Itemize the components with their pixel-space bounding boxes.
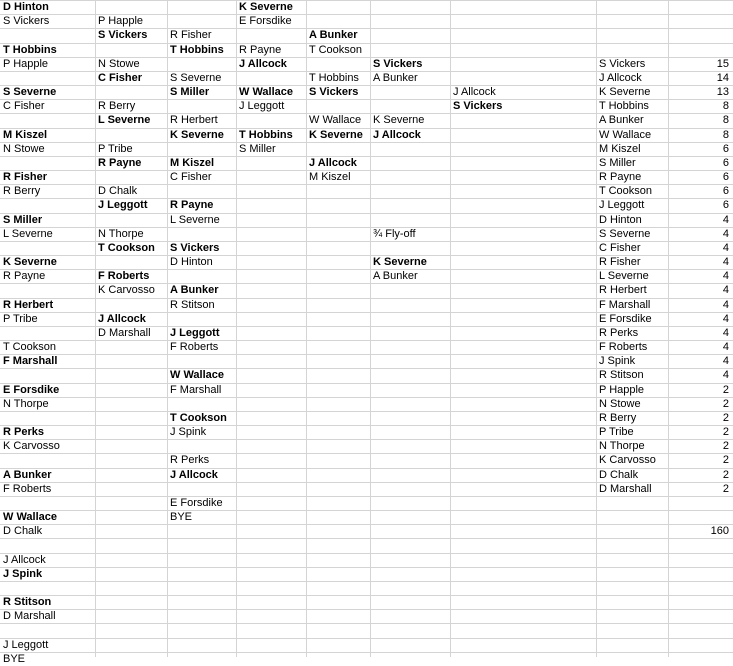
round-1-player-cell: K Severne — [3, 256, 57, 269]
round-4-player-cell: K Severne — [239, 1, 293, 13]
standings-name-cell: R Berry — [599, 411, 637, 424]
standings-name-cell: D Hinton — [599, 213, 642, 226]
round-1-player-cell: R Herbert — [3, 298, 54, 311]
standings-name-cell: K Severne — [599, 86, 651, 99]
round-2-player-cell: L Severne — [98, 114, 151, 127]
round-6-player-cell: K Severne — [373, 256, 427, 269]
standings-name-cell: T Cookson — [599, 185, 652, 198]
standings-score-cell: 4 — [722, 270, 729, 283]
round-1-player-cell: R Fisher — [3, 171, 48, 184]
final-player-cell: J Allcock — [453, 86, 496, 99]
round-3-player-cell: R Perks — [170, 454, 210, 467]
standings-score-cell: 2 — [722, 468, 729, 481]
round-1-player-cell: R Berry — [3, 185, 41, 198]
round-5-player-cell: J Allcock — [309, 156, 357, 169]
standings-score-cell: 4 — [722, 326, 729, 339]
round-4-player-cell: S Miller — [239, 142, 276, 155]
standings-name-cell: S Miller — [599, 156, 636, 169]
round-1-player-cell: J Leggott — [3, 638, 49, 651]
round-5-player-cell: A Bunker — [309, 29, 358, 42]
round-3-player-cell: K Severne — [170, 128, 224, 141]
round-2-player-cell: D Chalk — [98, 185, 138, 198]
round-5-player-cell: K Severne — [309, 128, 363, 141]
round-1-player-cell: F Marshall — [3, 355, 58, 368]
standings-name-cell: F Roberts — [599, 341, 648, 354]
standings-score-cell: 8 — [722, 100, 729, 113]
round-3-player-cell: S Severne — [170, 71, 222, 84]
standings-score-cell: 6 — [722, 199, 729, 212]
round-3-player-cell: J Leggott — [170, 326, 220, 339]
standings-name-cell: S Vickers — [599, 57, 646, 70]
round-1-player-cell: E Forsdike — [3, 383, 60, 396]
round-5-player-cell: M Kiszel — [309, 171, 351, 184]
standings-name-cell: R Stitson — [599, 369, 644, 382]
standings-score-cell: 2 — [722, 411, 729, 424]
round-3-player-cell: S Vickers — [170, 241, 220, 254]
round-2-player-cell: D Marshall — [98, 326, 151, 339]
round-3-player-cell: A Bunker — [170, 284, 219, 297]
standings-name-cell: L Severne — [599, 270, 649, 283]
standings-score-cell: 4 — [722, 213, 729, 226]
round-3-player-cell: T Hobbins — [170, 43, 224, 56]
standings-score-cell: 4 — [722, 227, 729, 240]
round-3-player-cell: R Fisher — [170, 29, 212, 42]
standings-score-cell: 13 — [716, 86, 729, 99]
standings-score-cell: 14 — [716, 71, 729, 84]
standings-name-cell: J Spink — [599, 355, 636, 368]
standings-name-cell: N Thorpe — [599, 440, 645, 453]
round-3-player-cell: C Fisher — [170, 171, 212, 184]
round-3-player-cell: E Forsdike — [170, 496, 223, 509]
round-1-player-cell: T Cookson — [3, 341, 56, 354]
round-1-player-cell: S Miller — [3, 213, 43, 226]
round-1-player-cell: A Bunker — [3, 468, 52, 481]
standings-name-cell: E Forsdike — [599, 312, 652, 325]
round-6-player-cell: A Bunker — [373, 270, 418, 283]
round-5-player-cell: T Hobbins — [309, 71, 359, 84]
round-2-player-cell: P Tribe — [98, 142, 133, 155]
standings-name-cell: J Allcock — [599, 71, 642, 84]
round-1-player-cell: P Happle — [3, 57, 49, 70]
round-6-player-cell: K Severne — [373, 114, 425, 127]
standings-name-cell: P Tribe — [599, 426, 634, 439]
standings-score-cell: 4 — [722, 341, 729, 354]
standings-score-cell: 15 — [716, 57, 729, 70]
round-3-player-cell: R Herbert — [170, 114, 218, 127]
standings-score-cell: 6 — [722, 171, 729, 184]
standings-score-cell: 8 — [722, 114, 729, 127]
round-5-player-cell: S Vickers — [309, 86, 359, 99]
round-1-player-cell: S Vickers — [3, 15, 50, 28]
standings-name-cell: R Fisher — [599, 256, 641, 269]
round-3-player-cell: S Miller — [170, 86, 210, 99]
standings-name-cell: P Happle — [599, 383, 645, 396]
standings-name-cell: J Leggott — [599, 199, 645, 212]
round-4-player-cell: J Allcock — [239, 57, 287, 70]
round-2-player-cell: J Leggott — [98, 199, 148, 212]
standings-name-cell: R Herbert — [599, 284, 647, 297]
standings-name-cell: R Payne — [599, 171, 642, 184]
standings-score-cell: 2 — [722, 440, 729, 453]
round-3-player-cell: L Severne — [170, 213, 220, 226]
standings-name-cell: M Kiszel — [599, 142, 641, 155]
round-1-player-cell: D Hinton — [3, 1, 49, 13]
round-5-player-cell: T Cookson — [309, 43, 362, 56]
round-1-player-cell: F Roberts — [3, 482, 52, 495]
round-2-player-cell: R Berry — [98, 100, 136, 113]
round-3-player-cell: F Roberts — [170, 341, 219, 354]
round-2-player-cell: T Cookson — [98, 241, 155, 254]
standings-score-cell: 2 — [722, 426, 729, 439]
standings-score-cell: 4 — [722, 369, 729, 382]
round-4-player-cell: R Payne — [239, 43, 282, 56]
standings-name-cell: C Fisher — [599, 241, 641, 254]
round-2-player-cell: F Roberts — [98, 270, 150, 283]
round-3-player-cell: F Marshall — [170, 383, 222, 396]
standings-score-cell: 4 — [722, 312, 729, 325]
round-3-player-cell: W Wallace — [170, 369, 224, 382]
standings-name-cell: R Perks — [599, 326, 639, 339]
round-1-player-cell: K Carvosso — [3, 440, 60, 453]
standings-name-cell: D Marshall — [599, 482, 652, 495]
round-1-player-cell: T Hobbins — [3, 43, 57, 56]
standings-score-cell: 4 — [722, 298, 729, 311]
standings-score-cell: 4 — [722, 256, 729, 269]
round-6-player-cell: ¾ Fly-off — [373, 227, 416, 240]
round-3-player-cell: T Cookson — [170, 411, 227, 424]
round-2-player-cell: P Happle — [98, 15, 144, 28]
round-1-player-cell: P Tribe — [3, 312, 38, 325]
standings-score-cell: 4 — [722, 355, 729, 368]
round-1-player-cell: N Stowe — [3, 142, 45, 155]
final-player-cell: S Vickers — [453, 100, 503, 113]
round-1-player-cell: J Spink — [3, 567, 43, 580]
round-5-player-cell: W Wallace — [309, 114, 362, 127]
round-2-player-cell: N Thorpe — [98, 227, 144, 240]
round-4-player-cell: J Leggott — [239, 100, 285, 113]
round-1-player-cell: BYE — [3, 652, 26, 665]
standings-score-cell: 2 — [722, 482, 729, 495]
round-1-player-cell: R Payne — [3, 270, 46, 283]
round-3-player-cell: J Spink — [170, 426, 207, 439]
round-4-player-cell: T Hobbins — [239, 128, 293, 141]
round-6-player-cell: J Allcock — [373, 128, 421, 141]
standings-score-cell: 6 — [722, 185, 729, 198]
total-score-cell: 160 — [710, 525, 729, 538]
standings-score-cell: 2 — [722, 383, 729, 396]
round-2-player-cell: K Carvosso — [98, 284, 155, 297]
round-2-player-cell: R Payne — [98, 156, 142, 169]
round-3-player-cell: BYE — [170, 511, 193, 524]
round-3-player-cell: D Hinton — [170, 256, 213, 269]
round-6-player-cell: A Bunker — [373, 71, 418, 84]
round-3-player-cell: R Payne — [170, 199, 214, 212]
standings-name-cell: D Chalk — [599, 468, 639, 481]
round-1-player-cell: W Wallace — [3, 511, 57, 524]
standings-name-cell: W Wallace — [599, 128, 652, 141]
round-2-player-cell: S Vickers — [98, 29, 148, 42]
standings-score-cell: 6 — [722, 156, 729, 169]
standings-name-cell: S Severne — [599, 227, 651, 240]
standings-score-cell: 2 — [722, 397, 729, 410]
round-3-player-cell: M Kiszel — [170, 156, 215, 169]
standings-score-cell: 2 — [722, 454, 729, 467]
round-1-player-cell: R Perks — [3, 426, 44, 439]
round-2-player-cell: J Allcock — [98, 312, 146, 325]
standings-name-cell: A Bunker — [599, 114, 644, 127]
round-1-player-cell: D Marshall — [3, 610, 56, 623]
round-4-player-cell: W Wallace — [239, 86, 293, 99]
standings-score-cell: 6 — [722, 142, 729, 155]
round-2-player-cell: C Fisher — [98, 71, 143, 84]
round-1-player-cell: N Thorpe — [3, 397, 49, 410]
round-1-player-cell: R Stitson — [3, 596, 52, 609]
round-2-player-cell: N Stowe — [98, 57, 140, 70]
round-1-player-cell: M Kiszel — [3, 128, 48, 141]
standings-name-cell: T Hobbins — [599, 100, 649, 113]
standings-name-cell: K Carvosso — [599, 454, 656, 467]
standings-name-cell: N Stowe — [599, 397, 641, 410]
round-4-player-cell: E Forsdike — [239, 15, 292, 28]
standings-score-cell: 4 — [722, 284, 729, 297]
round-1-player-cell: L Severne — [3, 227, 53, 240]
round-1-player-cell: J Allcock — [3, 553, 46, 566]
round-3-player-cell: J Allcock — [170, 468, 218, 481]
round-1-player-cell: S Severne — [3, 86, 57, 99]
round-3-player-cell: R Stitson — [170, 298, 215, 311]
round-1-player-cell: C Fisher — [3, 100, 45, 113]
standings-score-cell: 4 — [722, 241, 729, 254]
round-1-player-cell: D Chalk — [3, 525, 43, 538]
standings-name-cell: F Marshall — [599, 298, 651, 311]
round-6-player-cell: S Vickers — [373, 57, 423, 70]
standings-score-cell: 8 — [722, 128, 729, 141]
